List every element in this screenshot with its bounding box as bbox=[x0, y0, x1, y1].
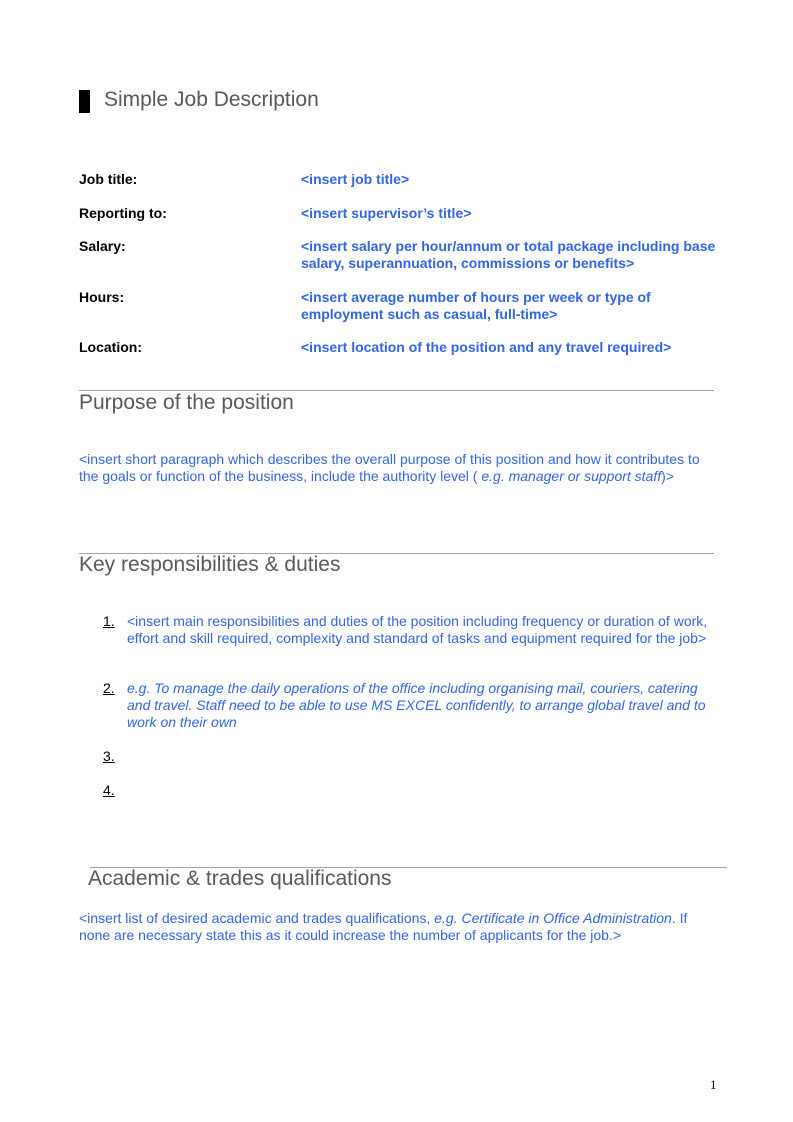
title-marker-bar bbox=[79, 90, 90, 113]
location-label: Location: bbox=[79, 339, 142, 355]
qualifications-example: e.g. Certificate in Office Administration bbox=[434, 910, 672, 926]
location-value[interactable]: <insert location of the position and any travel required> bbox=[301, 339, 672, 355]
qualifications-paragraph[interactable] bbox=[79, 910, 719, 944]
purpose-paragraph[interactable] bbox=[79, 451, 719, 485]
reporting-to-label: Reporting to: bbox=[79, 205, 167, 221]
purpose-text-end: )> bbox=[661, 468, 674, 484]
purpose-text: <insert short paragraph which describes the overall purpose of this position and how it contributes to the goals or function of the business, include the authority level ( bbox=[79, 451, 700, 484]
page-number: 1 bbox=[710, 1077, 717, 1092]
qualifications-text-end: . If none are necessary state this as it could increase the number of applicants for the job.> bbox=[79, 910, 688, 943]
list-item-number: 1. bbox=[103, 613, 115, 629]
qualifications-text: <insert list of desired academic and trades qualifications, bbox=[79, 910, 435, 926]
hours-label: Hours: bbox=[79, 289, 125, 305]
qualifications-heading: Academic & trades qualifications bbox=[88, 867, 392, 890]
document-title: Simple Job Description bbox=[104, 88, 319, 111]
list-item-number: 2. bbox=[103, 680, 115, 696]
responsibility-item[interactable]: <insert main responsibilities and duties of the position including frequency or duration of work, effort and skill required, complexity and standard of tasks and equipment required for the job> bbox=[127, 613, 708, 646]
salary-value[interactable]: <insert salary per hour/annum or total package including base salary, superannuation, commissions or benefits> bbox=[301, 238, 716, 271]
purpose-heading: Purpose of the position bbox=[79, 391, 294, 414]
list-item-number: 3. bbox=[103, 748, 115, 764]
responsibilities-heading: Key responsibilities & duties bbox=[79, 553, 341, 576]
salary-label: Salary: bbox=[79, 238, 126, 254]
responsibility-item[interactable]: e.g. To manage the daily operations of the office including organising mail, couriers, catering and travel. Staff need to be able to use MS EXCEL confidently, to arrange global travel and to work on their own bbox=[127, 680, 706, 730]
job-title-label: Job title: bbox=[79, 171, 138, 187]
hours-value[interactable]: <insert average number of hours per week or type of employment such as casual, full-time> bbox=[301, 289, 651, 322]
reporting-to-value[interactable]: <insert supervisor’s title> bbox=[301, 205, 472, 221]
list-item-number: 4. bbox=[103, 782, 115, 798]
purpose-example: e.g. manager or support staff bbox=[481, 468, 662, 484]
job-title-value[interactable]: <insert job title> bbox=[301, 171, 410, 187]
